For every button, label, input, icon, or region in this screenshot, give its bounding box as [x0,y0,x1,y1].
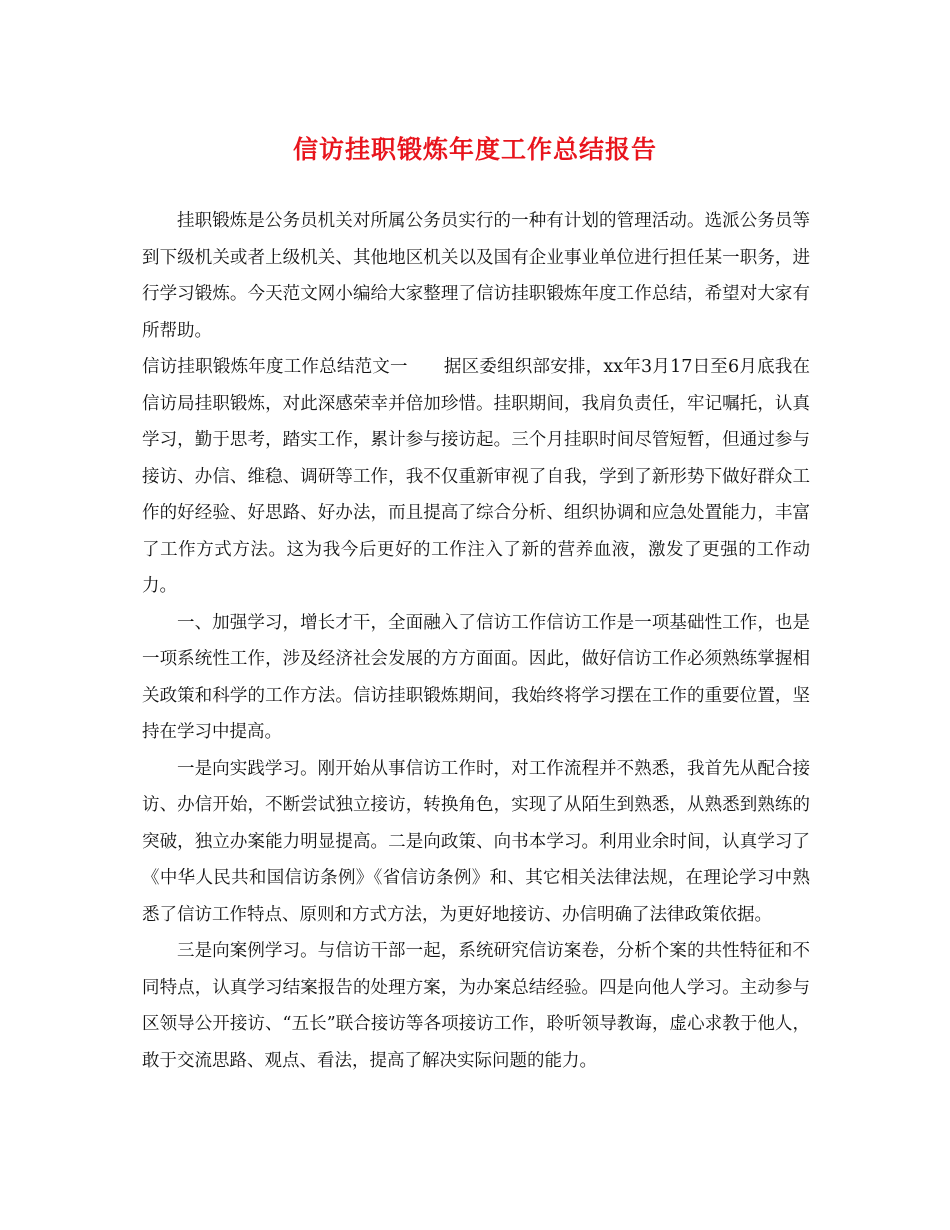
sample-text: 据区委组织部安排，xx年3月17日至6月底我在信访局挂职锻炼，对此深感荣幸并倍加珍惜。挂职期间，我肩负责任，牢记嘱托，认真学习，勤于思考，踏实工作，累计参与接访起。三个月挂职时间尽管短暂，但通过参与接访、办信、维稳、调研等工作，我不仅重新审视了自我，学到了新形势下做好群众工作的好经验、好思路、好办法，而且提高了综合分析、组织协调和应急处置能力，丰富了工作方式方法。这为我今后更好的工作注入了新的营养血液，激发了更强的工作动力。 [142,357,810,596]
body-paragraph: 一、加强学习，增长才干，全面融入了信访工作信访工作是一项基础性工作，也是一项系统性工作，涉及经济社会发展的方方面面。因此，做好信访工作必须熟练掌握相关政策和科学的工作方法。信访挂职锻炼期间，我始终将学习摆在工作的重要位置，坚持在学习中提高。 [142,612,810,742]
document-body [142,203,810,1079]
sample-paragraph [142,349,810,605]
document-title: 信访挂职锻炼年度工作总结报告 [292,135,657,164]
body-paragraph: 一是向实践学习。刚开始从事信访工作时，对工作流程并不熟悉，我首先从配合接访、办信开始，不断尝试独立接访，转换角色，实现了从陌生到熟悉，从熟悉到熟练的突破，独立办案能力明显提高。二是向政策、向书本学习。利用业余时间，认真学习了《中华人民共和国信访条例》《省信访条例》和、其它相关法律法规，在理论学习中熟悉了信访工作特点、原则和方式方法，为更好地接访、办信明确了法律政策依据。 [142,758,810,925]
body-paragraph: 三是向案例学习。与信访干部一起，系统研究信访案卷，分析个案的共性特征和不同特点，认真学习结案报告的处理方案，为办案总结经验。四是向他人学习。主动参与区领导公开接访、“五长”联合接访等各项接访工作，聆听领导教诲，虚心求教于他人，敢于交流思路、观点、看法，提高了解决实际问题的能力。 [142,941,810,1071]
sample-heading: 信访挂职锻炼年度工作总结范文一 [142,357,408,377]
intro-paragraph: 挂职锻炼是公务员机关对所属公务员实行的一种有计划的管理活动。选派公务员等到下级机关或者上级机关、其他地区机关以及国有企业事业单位进行担任某一职务，进行学习锻炼。今天范文网小编给大家整理了信访挂职锻炼年度工作总结，希望对大家有所帮助。 [142,211,810,341]
